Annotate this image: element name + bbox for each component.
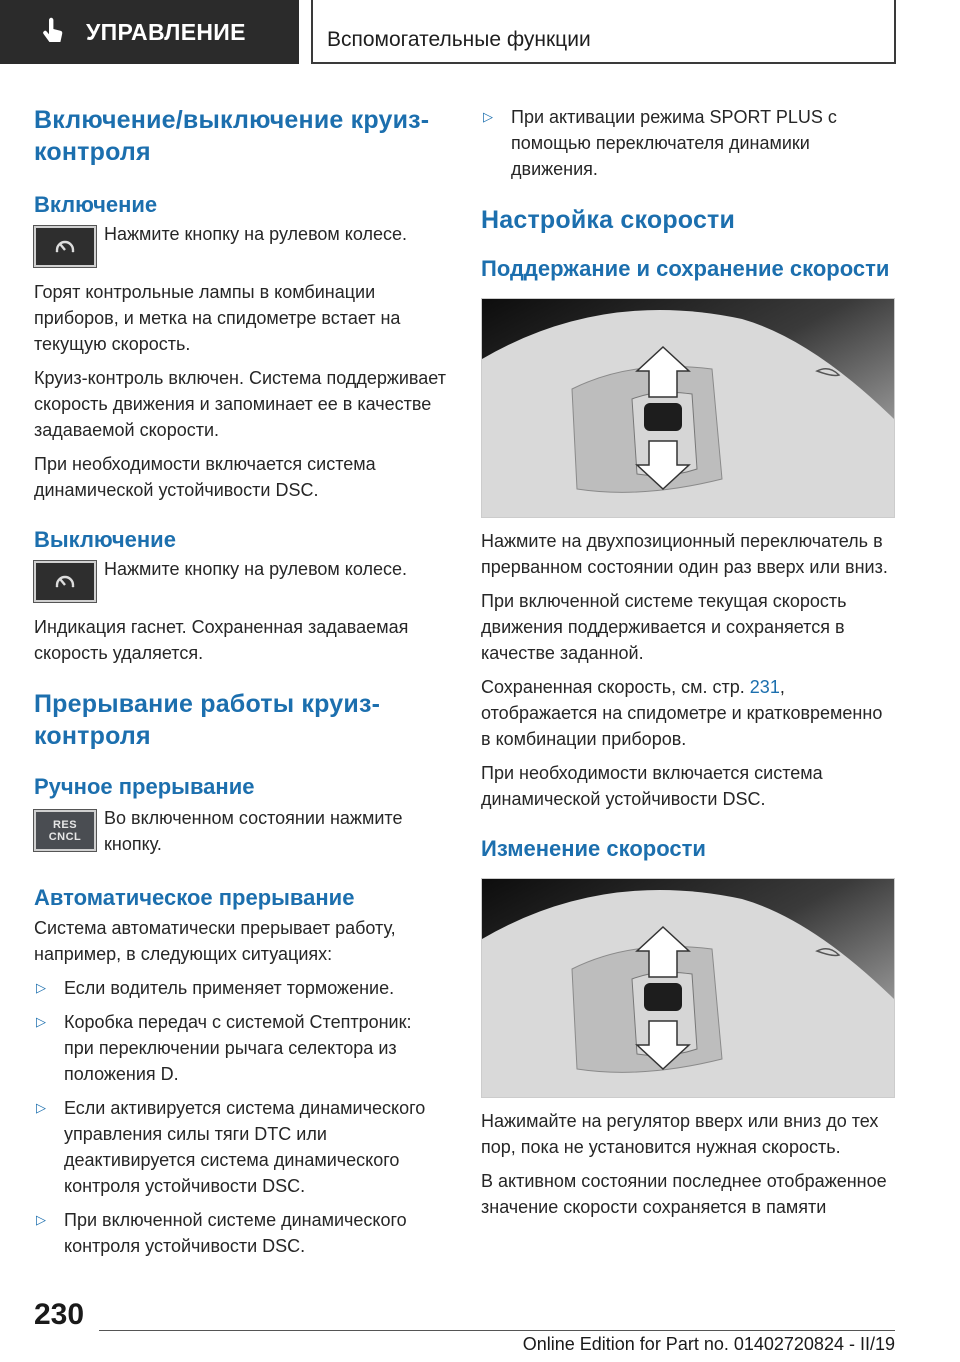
cncl-label: CNCL xyxy=(48,830,82,843)
keep-paragraph-3 xyxy=(481,674,895,752)
change-paragraph-2: В активном состоянии последнее отображенное значение скорости сохраняется в памяти xyxy=(481,1171,887,1217)
list-item xyxy=(34,1095,446,1199)
heading-keep: Поддержание и сохранение скорости xyxy=(481,256,890,281)
on-paragraph-3: При необходимости включается система динамической устойчивости DSC. xyxy=(34,454,376,500)
list-item-text: Если активируется система динамического управления силы тяги DTC или деактивируется система динамического контроля устойчивости DSC. xyxy=(64,1098,426,1196)
heading-on-off: Включение/выключение круиз-контроля xyxy=(34,106,430,166)
list-item-text: Коробка передач с системой Стептроник: при переключении рычага селектора из положения D. xyxy=(64,1012,412,1084)
triangle-bullet-icon: ▷ xyxy=(36,1212,46,1227)
chapter-title: Вспомогательные функции xyxy=(327,28,591,51)
triangle-bullet-icon: ▷ xyxy=(36,1100,46,1115)
footer-divider xyxy=(99,1330,895,1331)
page-link-231[interactable]: 231 xyxy=(749,677,780,697)
keep-paragraph-1: Нажмите на двухпозиционный переключатель в прерванном состоянии один раз вверх или вниз. xyxy=(481,531,888,577)
left-column xyxy=(34,104,446,1259)
section-title: УПРАВЛЕНИЕ xyxy=(86,18,246,45)
chapter-tab xyxy=(311,0,896,64)
heading-manual: Ручное прерывание xyxy=(34,774,255,799)
cruise-control-icon xyxy=(52,569,78,595)
keep-paragraph-3-start: Сохраненная скорость, см. стр. xyxy=(481,677,750,697)
heading-auto: Автоматическое прерывание xyxy=(34,885,355,910)
off-button-row xyxy=(34,561,446,602)
heading-speed: Настройка скорости xyxy=(481,206,736,234)
heading-interrupt: Прерывание работы круиз-контроля xyxy=(34,690,381,750)
on-paragraph-2: Круиз-контроль включен. Система поддерживает скорость движения и запоминает ее в качестве задаваемой скорости. xyxy=(34,368,446,440)
steering-wheel-rocker-image xyxy=(482,879,894,1097)
keep-paragraph-2: При включенной системе текущая скорость движения поддерживается и сохраняется в качестве заданной. xyxy=(481,591,847,663)
cruise-off-button-image xyxy=(34,561,96,602)
manual-button-text: Во включенном состоянии нажмите кнопку. xyxy=(104,808,403,854)
heading-off: Выключение xyxy=(34,527,176,552)
on-button-text: Нажмите кнопку на рулевом колесе. xyxy=(104,224,408,244)
cruise-on-button-image xyxy=(34,226,96,267)
keep-paragraph-4: При необходимости включается система динамической устойчивости DSC. xyxy=(481,763,823,809)
hand-pointer-icon xyxy=(38,17,68,47)
list-item xyxy=(34,1009,446,1087)
list-item-text: При включенной системе динамического контроля устойчивости DSC. xyxy=(64,1210,407,1256)
on-paragraph-1: Горят контрольные лампы в комбинации приборов, и метка на спидометре встает на текущую скорость. xyxy=(34,282,401,354)
footer-edition: Online Edition for Part no. 01402720824 - II/19 xyxy=(522,1334,895,1354)
section-tab xyxy=(0,0,299,64)
steering-wheel-rocker-image xyxy=(482,299,894,517)
heading-on: Включение xyxy=(34,192,158,217)
list-item-text: При активации режима SPORT PLUS с помощью переключателя динамики движения. xyxy=(511,107,837,179)
right-column xyxy=(481,104,895,1220)
on-button-row xyxy=(34,226,446,267)
steering-wheel-switch-photo-2 xyxy=(481,878,895,1098)
list-item xyxy=(34,1207,446,1259)
heading-change: Изменение скорости xyxy=(481,836,706,861)
list-item-text: Если водитель применяет торможение. xyxy=(64,978,395,998)
triangle-bullet-icon: ▷ xyxy=(36,1014,46,1029)
steering-wheel-switch-photo xyxy=(481,298,895,518)
change-paragraph-1: Нажимайте на регулятор вверх или вниз до тех пор, пока не установится нужная скорость. xyxy=(481,1111,879,1157)
list-item xyxy=(34,975,446,1001)
list-item xyxy=(481,104,895,182)
manual-button-row xyxy=(34,810,446,857)
triangle-bullet-icon: ▷ xyxy=(36,980,46,995)
res-label: RES xyxy=(52,818,78,831)
page-number: 230 xyxy=(34,1298,85,1331)
cruise-control-icon xyxy=(52,234,78,260)
res-cncl-button-image xyxy=(34,810,96,851)
keep-paragraph-3-end: , отображается на спидометре и кратковременно в комбинации приборов. xyxy=(481,677,883,749)
auto-paragraph-1: Система автоматически прерывает работу, например, в следующих ситуациях: xyxy=(34,918,396,964)
off-paragraph-1: Индикация гаснет. Сохраненная задаваемая скорость удаляется. xyxy=(34,617,409,663)
triangle-bullet-icon: ▷ xyxy=(483,109,493,124)
off-button-text: Нажмите кнопку на рулевом колесе. xyxy=(104,559,408,579)
